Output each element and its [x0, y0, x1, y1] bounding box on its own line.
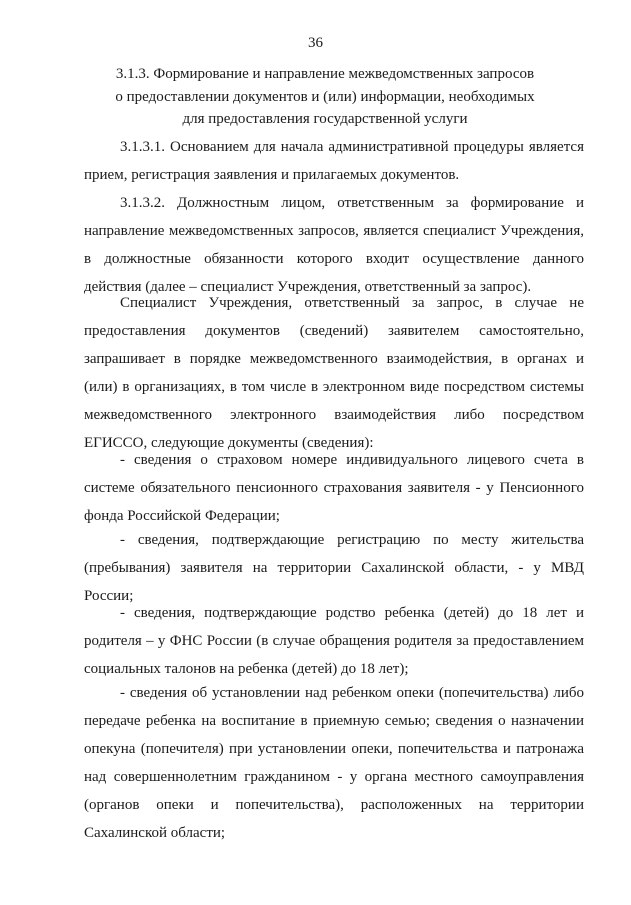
paragraph-specialist-request	[84, 289, 584, 457]
page-number: 36	[308, 35, 323, 51]
heading-line: для предоставления государственной услуги	[182, 111, 468, 127]
text-line: 3.1.3.1. Основанием для начала административной процедуры является	[120, 139, 584, 155]
text-line: в должностные обязанности которого входит осуществление данного	[84, 251, 584, 267]
text-line: межведомственного электронного взаимодействия либо посредством	[84, 407, 584, 423]
text-line: прием, регистрация заявления и прилагаемых документов.	[84, 167, 460, 183]
text-line: направление межведомственных запросов, является специалист Учреждения,	[84, 223, 584, 239]
text-line: опекуна (попечителя) при установлении опеки, попечительства и патронажа	[84, 741, 584, 757]
text-line: социальных талонов на ребенка (детей) до 18 лет);	[84, 661, 409, 677]
text-line: Сахалинской области;	[84, 825, 226, 841]
text-line: ЕГИССО, следующие документы (сведения):	[84, 435, 374, 451]
list-item-registration-info	[84, 526, 584, 610]
text-line: 3.1.3.2. Должностным лицом, ответственным за формирование и	[120, 195, 584, 211]
section-heading	[80, 63, 570, 131]
text-line: запрашивает в порядке межведомственного взаимодействия, в органах и	[84, 351, 584, 367]
text-line: России;	[84, 588, 134, 604]
list-item-pension-info	[84, 446, 584, 530]
text-line: действия (далее – специалист Учреждения, ответственный за запрос).	[84, 279, 532, 295]
heading-line: о предоставлении документов и (или) информации, необходимых	[115, 88, 535, 105]
text-line: - сведения об установлении над ребенком опеки (попечительства) либо	[120, 685, 584, 701]
text-line: - сведения, подтверждающие родство ребенка (детей) до 18 лет и	[120, 605, 584, 621]
paragraph-3-1-3-1	[84, 133, 584, 189]
paragraph-3-1-3-2	[84, 189, 584, 301]
text-line: передаче ребенка на воспитание в приемную семью; сведения о назначении	[84, 713, 584, 729]
text-line: фонда Российской Федерации;	[84, 508, 280, 524]
text-line: Специалист Учреждения, ответственный за запрос, в случае не	[120, 295, 584, 311]
text-line: - сведения, подтверждающие регистрацию по месту жительства	[120, 532, 584, 548]
list-item-guardianship-info	[84, 679, 584, 847]
heading-line: 3.1.3. Формирование и направление межведомственных запросов	[115, 66, 535, 82]
text-line: системе обязательного пенсионного страхования заявителя - у Пенсионного	[84, 480, 584, 496]
text-line: родителя – у ФНС России (в случае обращения родителя за предоставлением	[84, 633, 584, 649]
text-line: (или) в организациях, в том числе в электронном виде посредством системы	[84, 379, 584, 395]
text-line: (пребывания) заявителя на территории Сахалинской области, - у МВД	[84, 560, 584, 576]
list-item-kinship-info	[84, 599, 584, 683]
text-line: (органов опеки и попечительства), расположенных на территории	[84, 797, 584, 813]
text-line: - сведения о страховом номере индивидуального лицевого счета в	[120, 452, 584, 468]
text-line: предоставления документов (сведений) заявителем самостоятельно,	[84, 323, 584, 339]
text-line: над совершеннолетним гражданином - у органа местного самоуправления	[84, 769, 584, 785]
